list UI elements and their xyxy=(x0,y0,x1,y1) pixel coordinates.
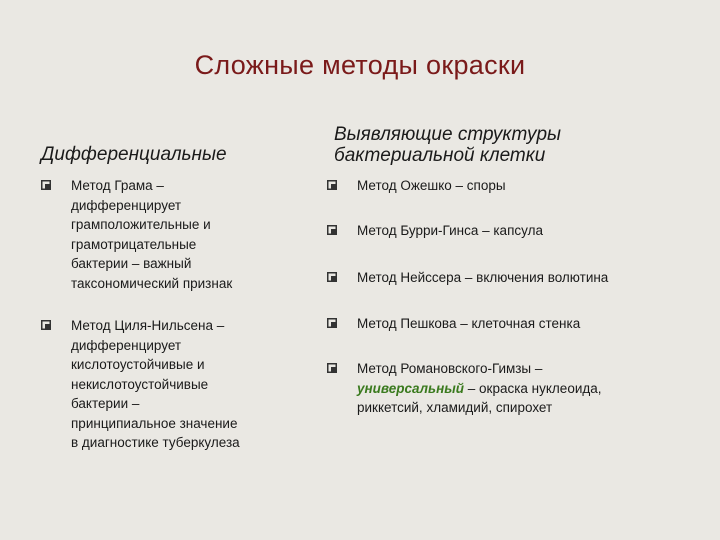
list-item-gram xyxy=(41,176,232,293)
item-line: дифференцирует xyxy=(71,197,182,213)
list-item-peshkov xyxy=(327,314,580,334)
slide-title: Сложные методы окраски xyxy=(194,50,526,80)
item-line: Метод Пешкова – клеточная стенка xyxy=(357,316,581,331)
item-line xyxy=(357,379,602,399)
list-item-neisser xyxy=(327,268,608,288)
checkbox-bullet-icon xyxy=(327,318,337,328)
item-line: грамотрицательные xyxy=(71,236,197,252)
item-line: таксономический признак xyxy=(71,275,233,291)
item-line: грамположительные и xyxy=(71,217,211,232)
item-line: кислотоустойчивые и xyxy=(71,357,205,372)
right-heading-line-2: бактериальной клетки xyxy=(334,145,546,166)
checkbox-bullet-icon xyxy=(327,225,337,235)
list-item-ziehl-neelsen xyxy=(41,316,240,453)
right-column-heading xyxy=(334,124,561,166)
checkbox-bullet-icon xyxy=(327,363,337,373)
item-line: риккетсий, хламидий, спирохет xyxy=(357,400,553,415)
item-line: дифференцирует xyxy=(71,337,182,353)
checkbox-bullet-icon xyxy=(41,320,51,330)
checkbox-bullet-icon xyxy=(41,180,51,190)
list-item-burri-gins xyxy=(327,221,543,241)
item-line-rest: – окраска нуклеоида, xyxy=(464,380,602,396)
item-line: Метод Бурри-Гинса – капсула xyxy=(357,223,543,238)
item-line: Метод Циля-Нильсена – xyxy=(71,318,225,333)
left-column-heading: Дифференциальные xyxy=(41,144,227,165)
item-line: некислотоустойчивые xyxy=(71,376,209,392)
checkbox-bullet-icon xyxy=(327,180,337,190)
item-line: бактерии – важный xyxy=(71,256,192,271)
universal-highlight: универсальный xyxy=(357,380,465,396)
item-line: принципиальное значение xyxy=(71,415,238,431)
right-heading-line-1: Выявляющие структуры xyxy=(334,124,562,145)
item-line: Метод Нейссера – включения волютина xyxy=(357,270,609,285)
item-line: Метод Грама – xyxy=(71,178,164,193)
item-line: бактерии – xyxy=(71,396,140,411)
item-line: Метод Романовского-Гимзы – xyxy=(357,361,543,376)
list-item-romanovsky-giemsa xyxy=(327,359,602,418)
item-line: Метод Ожешко – споры xyxy=(357,178,506,193)
item-line: в диагностике туберкулеза xyxy=(71,435,240,450)
list-item-ozheshko xyxy=(327,176,506,196)
checkbox-bullet-icon xyxy=(327,272,337,282)
